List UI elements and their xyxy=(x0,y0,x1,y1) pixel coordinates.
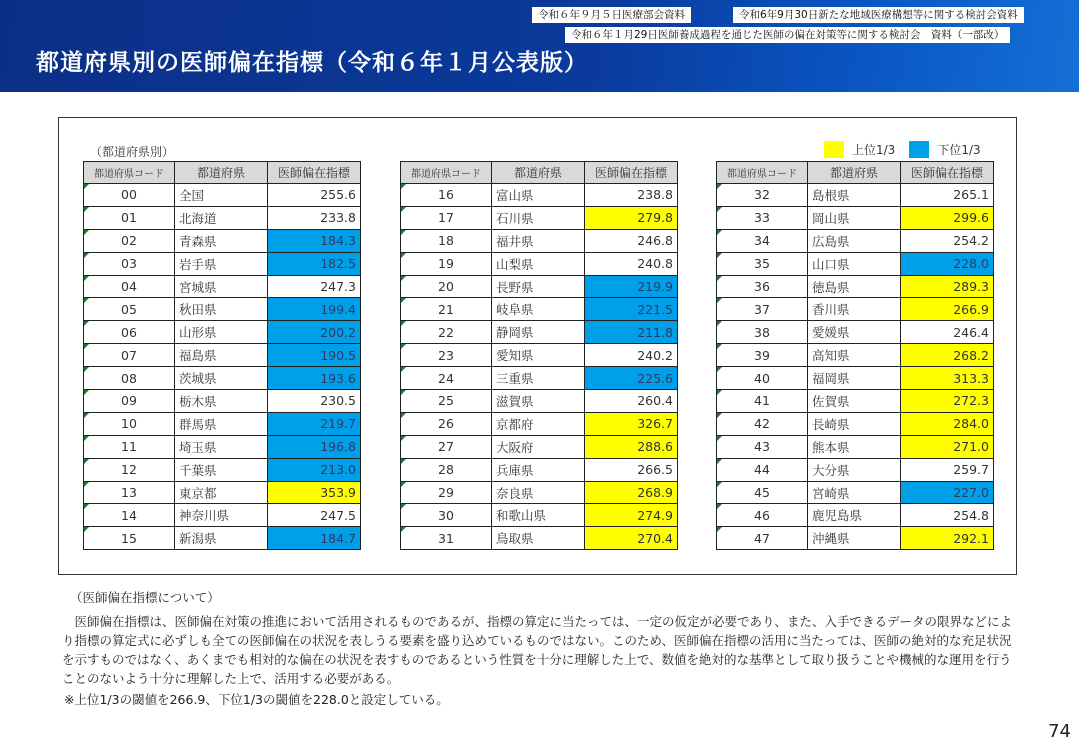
table-row xyxy=(401,252,678,275)
prefecture-name: 兵庫県 xyxy=(492,458,585,481)
index-value: 230.5 xyxy=(268,390,361,413)
index-value: 247.3 xyxy=(268,275,361,298)
legend-upper xyxy=(824,141,895,158)
table-row xyxy=(401,344,678,367)
index-value: 272.3 xyxy=(901,390,994,413)
index-value: 225.6 xyxy=(585,367,678,390)
index-value: 270.4 xyxy=(585,527,678,550)
prefecture-code: 14 xyxy=(84,504,175,527)
notes-section xyxy=(58,588,1018,709)
prefecture-code: 19 xyxy=(401,252,492,275)
prefecture-name: 鹿児島県 xyxy=(808,504,901,527)
table-row xyxy=(717,275,994,298)
table-row xyxy=(401,275,678,298)
index-value: 190.5 xyxy=(268,344,361,367)
table-row xyxy=(717,229,994,252)
index-value: 213.0 xyxy=(268,458,361,481)
index-value: 240.2 xyxy=(585,344,678,367)
table-row xyxy=(401,527,678,550)
prefecture-name: 山口県 xyxy=(808,252,901,275)
prefecture-code: 07 xyxy=(84,344,175,367)
prefecture-name: 沖縄県 xyxy=(808,527,901,550)
table-row xyxy=(401,367,678,390)
prefecture-name: 千葉県 xyxy=(175,458,268,481)
source-label-2: 令和6年9月30日新たな地域医療構想等に関する検討会資料 xyxy=(733,7,1024,23)
table-row xyxy=(401,458,678,481)
table-row xyxy=(717,184,994,207)
prefecture-name: 島根県 xyxy=(808,184,901,207)
table-caption: （都道府県別） xyxy=(90,145,175,159)
prefecture-code: 27 xyxy=(401,435,492,458)
table-row xyxy=(717,481,994,504)
table-row xyxy=(84,504,361,527)
prefecture-name: 熊本県 xyxy=(808,435,901,458)
prefecture-name: 岩手県 xyxy=(175,252,268,275)
prefecture-code: 33 xyxy=(717,206,808,229)
index-value: 238.8 xyxy=(585,184,678,207)
prefecture-name: 山梨県 xyxy=(492,252,585,275)
prefecture-name: 北海道 xyxy=(175,206,268,229)
table-row xyxy=(84,184,361,207)
table-row xyxy=(717,527,994,550)
prefecture-name: 福島県 xyxy=(175,344,268,367)
prefecture-name: 山形県 xyxy=(175,321,268,344)
prefecture-name: 滋賀県 xyxy=(492,390,585,413)
prefecture-code: 40 xyxy=(717,367,808,390)
prefecture-code: 04 xyxy=(84,275,175,298)
index-value: 254.8 xyxy=(901,504,994,527)
index-value: 211.8 xyxy=(585,321,678,344)
table-row xyxy=(717,504,994,527)
prefecture-name: 群馬県 xyxy=(175,412,268,435)
index-value: 268.2 xyxy=(901,344,994,367)
index-value: 284.0 xyxy=(901,412,994,435)
prefecture-name: 香川県 xyxy=(808,298,901,321)
prefecture-name: 埼玉県 xyxy=(175,435,268,458)
table-row xyxy=(401,435,678,458)
prefecture-code: 17 xyxy=(401,206,492,229)
prefecture-code: 30 xyxy=(401,504,492,527)
prefecture-code: 21 xyxy=(401,298,492,321)
prefecture-name: 宮城県 xyxy=(175,275,268,298)
prefecture-code: 39 xyxy=(717,344,808,367)
index-value: 182.5 xyxy=(268,252,361,275)
index-value: 199.4 xyxy=(268,298,361,321)
prefecture-name: 大阪府 xyxy=(492,435,585,458)
table-row xyxy=(717,367,994,390)
prefecture-code: 02 xyxy=(84,229,175,252)
table-row xyxy=(401,481,678,504)
prefecture-code: 09 xyxy=(84,390,175,413)
table-row xyxy=(717,390,994,413)
prefecture-name: 秋田県 xyxy=(175,298,268,321)
index-value: 271.0 xyxy=(901,435,994,458)
prefecture-code: 12 xyxy=(84,458,175,481)
col-header-code: 都道府県コード xyxy=(84,162,175,184)
prefecture-name: 徳島県 xyxy=(808,275,901,298)
prefecture-code: 06 xyxy=(84,321,175,344)
table-row xyxy=(717,298,994,321)
col-header-index: 医師偏在指標 xyxy=(268,162,361,184)
table-row xyxy=(717,206,994,229)
prefecture-code: 42 xyxy=(717,412,808,435)
table-row xyxy=(84,229,361,252)
index-value: 292.1 xyxy=(901,527,994,550)
table-row xyxy=(84,344,361,367)
index-value: 313.3 xyxy=(901,367,994,390)
table-row xyxy=(84,412,361,435)
source-label-1: 令和６年９月５日医療部会資料 xyxy=(532,7,691,23)
index-value: 221.5 xyxy=(585,298,678,321)
prefecture-name: 広島県 xyxy=(808,229,901,252)
index-value: 219.7 xyxy=(268,412,361,435)
prefecture-code: 34 xyxy=(717,229,808,252)
prefecture-code: 01 xyxy=(84,206,175,229)
col-header-prefecture: 都道府県 xyxy=(808,162,901,184)
prefecture-code: 35 xyxy=(717,252,808,275)
table-row xyxy=(84,298,361,321)
prefecture-name: 和歌山県 xyxy=(492,504,585,527)
prefecture-code: 36 xyxy=(717,275,808,298)
index-value: 274.9 xyxy=(585,504,678,527)
table-row xyxy=(84,321,361,344)
index-value: 254.2 xyxy=(901,229,994,252)
prefecture-code: 20 xyxy=(401,275,492,298)
prefecture-name: 岡山県 xyxy=(808,206,901,229)
prefecture-code: 47 xyxy=(717,527,808,550)
legend-lower-label: 下位1/3 xyxy=(937,143,981,157)
index-value: 259.7 xyxy=(901,458,994,481)
prefecture-name: 石川県 xyxy=(492,206,585,229)
legend-upper-swatch xyxy=(824,141,844,158)
index-value: 193.6 xyxy=(268,367,361,390)
prefecture-name: 佐賀県 xyxy=(808,390,901,413)
index-value: 246.8 xyxy=(585,229,678,252)
index-value: 265.1 xyxy=(901,184,994,207)
table-row xyxy=(84,527,361,550)
index-value: 266.5 xyxy=(585,458,678,481)
prefecture-name: 宮崎県 xyxy=(808,481,901,504)
table-row xyxy=(84,367,361,390)
prefecture-code: 45 xyxy=(717,481,808,504)
prefecture-code: 43 xyxy=(717,435,808,458)
prefecture-code: 25 xyxy=(401,390,492,413)
notes-body: 医師偏在指標は、医師偏在対策の推進において活用されるものであるが、指標の算定に当たっては、一定の仮定が必要であり、また、入手できるデータの限界などにより指標の算定式に必ずしも全ての医師偏在の状況を表しうる要素を盛り込めているものではない。このため、医師偏在指標の活用に当たっては、医師の絶対的な充足状況を示すものではなく、あくまでも相対的な偏在の状況を表すものであるという性質を十分に理解した上で、数値を絶対的な基準として取り扱うことや機械的な運用を行うことのないよう十分に理解した上で、活用する必要がある。 xyxy=(62,614,1013,686)
table-row xyxy=(717,344,994,367)
notes-footnote: ※上位1/3の閾値を266.9、下位1/3の閾値を228.0と設定している。 xyxy=(64,692,449,707)
table-row xyxy=(401,412,678,435)
index-value: 255.6 xyxy=(268,184,361,207)
index-value: 288.6 xyxy=(585,435,678,458)
prefecture-code: 13 xyxy=(84,481,175,504)
prefecture-name: 奈良県 xyxy=(492,481,585,504)
table-row xyxy=(717,252,994,275)
table-row xyxy=(401,321,678,344)
legend-lower xyxy=(909,141,980,158)
col-header-prefecture: 都道府県 xyxy=(492,162,585,184)
prefecture-name: 福岡県 xyxy=(808,367,901,390)
prefecture-code: 22 xyxy=(401,321,492,344)
prefecture-name: 大分県 xyxy=(808,458,901,481)
prefecture-code: 00 xyxy=(84,184,175,207)
table-row xyxy=(717,412,994,435)
table-row xyxy=(401,229,678,252)
prefecture-name: 富山県 xyxy=(492,184,585,207)
prefecture-name: 京都府 xyxy=(492,412,585,435)
prefecture-name: 長崎県 xyxy=(808,412,901,435)
index-value: 228.0 xyxy=(901,252,994,275)
prefecture-name: 高知県 xyxy=(808,344,901,367)
table-row xyxy=(84,435,361,458)
index-value: 268.9 xyxy=(585,481,678,504)
table-row xyxy=(84,275,361,298)
prefecture-code: 38 xyxy=(717,321,808,344)
index-value: 227.0 xyxy=(901,481,994,504)
index-value: 240.8 xyxy=(585,252,678,275)
table-row xyxy=(717,321,994,344)
prefecture-code: 37 xyxy=(717,298,808,321)
table-row xyxy=(401,298,678,321)
table-row xyxy=(401,390,678,413)
prefecture-code: 41 xyxy=(717,390,808,413)
prefecture-table-2 xyxy=(400,161,678,550)
slide-header xyxy=(0,0,1079,92)
prefecture-code: 26 xyxy=(401,412,492,435)
prefecture-name: 栃木県 xyxy=(175,390,268,413)
prefecture-name: 神奈川県 xyxy=(175,504,268,527)
index-value: 260.4 xyxy=(585,390,678,413)
prefecture-name: 岐阜県 xyxy=(492,298,585,321)
table-row xyxy=(84,481,361,504)
prefecture-code: 23 xyxy=(401,344,492,367)
table-row xyxy=(401,504,678,527)
col-header-code: 都道府県コード xyxy=(717,162,808,184)
prefecture-code: 11 xyxy=(84,435,175,458)
prefecture-code: 29 xyxy=(401,481,492,504)
legend-lower-swatch xyxy=(909,141,929,158)
prefecture-name: 愛知県 xyxy=(492,344,585,367)
index-value: 247.5 xyxy=(268,504,361,527)
prefecture-code: 32 xyxy=(717,184,808,207)
index-value: 200.2 xyxy=(268,321,361,344)
table-row xyxy=(717,458,994,481)
prefecture-name: 東京都 xyxy=(175,481,268,504)
prefecture-code: 31 xyxy=(401,527,492,550)
prefecture-name: 長野県 xyxy=(492,275,585,298)
index-value: 289.3 xyxy=(901,275,994,298)
table-row xyxy=(401,206,678,229)
prefecture-code: 10 xyxy=(84,412,175,435)
source-label-3: 令和６年１月29日医師養成過程を通じた医師の偏在対策等に関する検討会 資料（一部改） xyxy=(565,27,1010,43)
prefecture-code: 03 xyxy=(84,252,175,275)
index-value: 184.3 xyxy=(268,229,361,252)
prefecture-code: 08 xyxy=(84,367,175,390)
table-row xyxy=(84,252,361,275)
index-value: 299.6 xyxy=(901,206,994,229)
prefecture-name: 鳥取県 xyxy=(492,527,585,550)
table-row xyxy=(84,458,361,481)
prefecture-code: 44 xyxy=(717,458,808,481)
col-header-code: 都道府県コード xyxy=(401,162,492,184)
page-title: 都道府県別の医師偏在指標（令和６年１月公表版） xyxy=(36,50,588,76)
index-value: 353.9 xyxy=(268,481,361,504)
prefecture-name: 全国 xyxy=(175,184,268,207)
prefecture-name: 三重県 xyxy=(492,367,585,390)
table-row xyxy=(84,206,361,229)
index-value: 326.7 xyxy=(585,412,678,435)
prefecture-name: 福井県 xyxy=(492,229,585,252)
table-row xyxy=(401,184,678,207)
notes-heading: （医師偏在指標について） xyxy=(70,590,220,605)
prefecture-name: 青森県 xyxy=(175,229,268,252)
col-header-prefecture: 都道府県 xyxy=(175,162,268,184)
index-value: 279.8 xyxy=(585,206,678,229)
table-row xyxy=(84,390,361,413)
prefecture-table-1 xyxy=(83,161,361,550)
prefecture-code: 18 xyxy=(401,229,492,252)
prefecture-code: 05 xyxy=(84,298,175,321)
prefecture-code: 24 xyxy=(401,367,492,390)
prefecture-table-3 xyxy=(716,161,994,550)
table-row xyxy=(717,435,994,458)
page-number: 74 xyxy=(1048,721,1071,742)
index-value: 184.7 xyxy=(268,527,361,550)
index-value: 233.8 xyxy=(268,206,361,229)
prefecture-code: 46 xyxy=(717,504,808,527)
index-value: 246.4 xyxy=(901,321,994,344)
legend xyxy=(824,141,995,158)
col-header-index: 医師偏在指標 xyxy=(901,162,994,184)
index-value: 219.9 xyxy=(585,275,678,298)
index-value: 266.9 xyxy=(901,298,994,321)
legend-upper-label: 上位1/3 xyxy=(852,143,896,157)
prefecture-code: 16 xyxy=(401,184,492,207)
prefecture-code: 15 xyxy=(84,527,175,550)
prefecture-name: 静岡県 xyxy=(492,321,585,344)
col-header-index: 医師偏在指標 xyxy=(585,162,678,184)
index-value: 196.8 xyxy=(268,435,361,458)
prefecture-name: 茨城県 xyxy=(175,367,268,390)
prefecture-code: 28 xyxy=(401,458,492,481)
prefecture-name: 愛媛県 xyxy=(808,321,901,344)
prefecture-name: 新潟県 xyxy=(175,527,268,550)
